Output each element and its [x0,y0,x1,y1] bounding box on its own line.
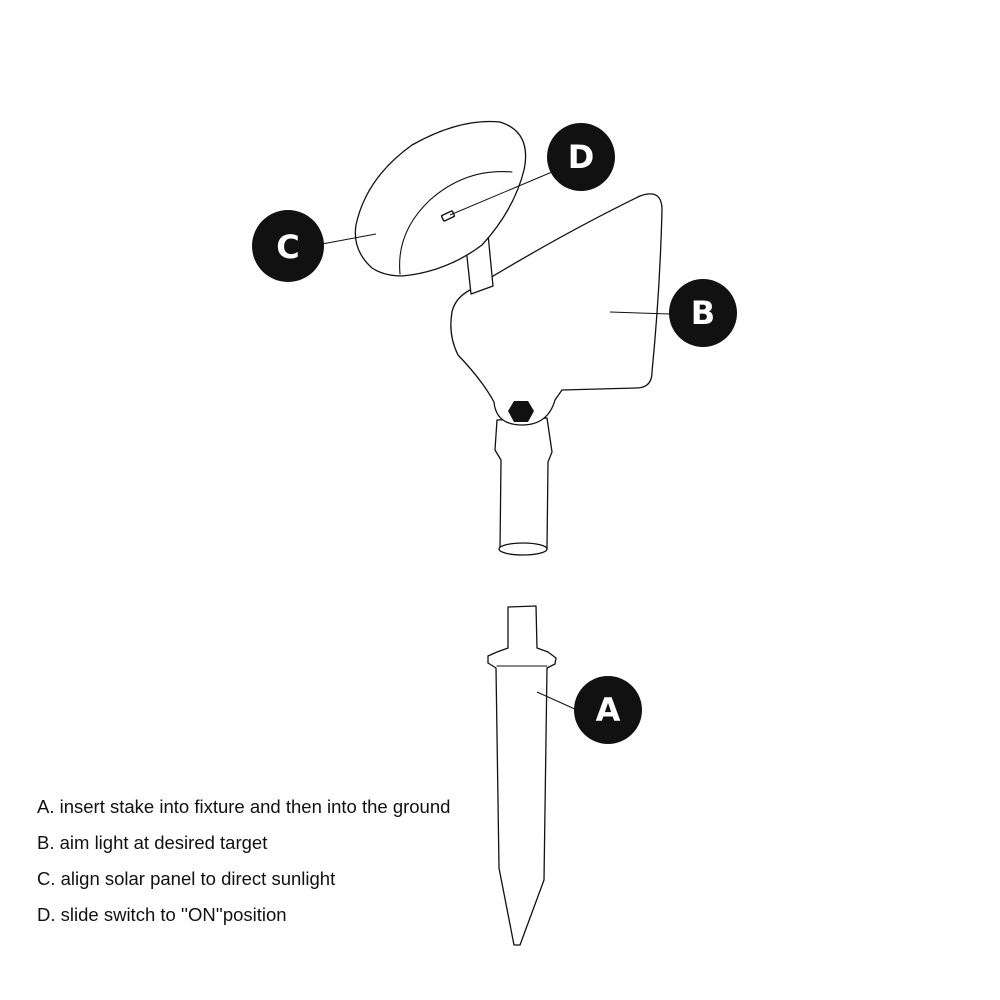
instruction-d: D. slide switch to ''ON''position [37,904,287,925]
callout-a [574,676,642,744]
callout-c-label: C [276,228,300,266]
tube-body [495,418,552,550]
callout-b [669,279,737,347]
solar-panel-body [355,121,525,276]
solar-panel [355,121,525,276]
instruction-a: A. insert stake into fixture and then into the ground [37,796,451,817]
callout-b-label: B [690,294,716,332]
instruction-c: C. align solar panel to direct sunlight [37,868,336,889]
instruction-b: B. aim light at desired target [37,832,268,853]
callout-c [252,210,324,282]
ground-stake [488,606,556,945]
instruction-list [37,795,450,939]
callout-d-label: D [567,138,595,176]
callout-d [547,123,615,191]
fixture-tube [495,418,552,555]
tube-opening [499,543,547,555]
callout-a-label: A [595,691,621,729]
stake-body [488,606,556,945]
